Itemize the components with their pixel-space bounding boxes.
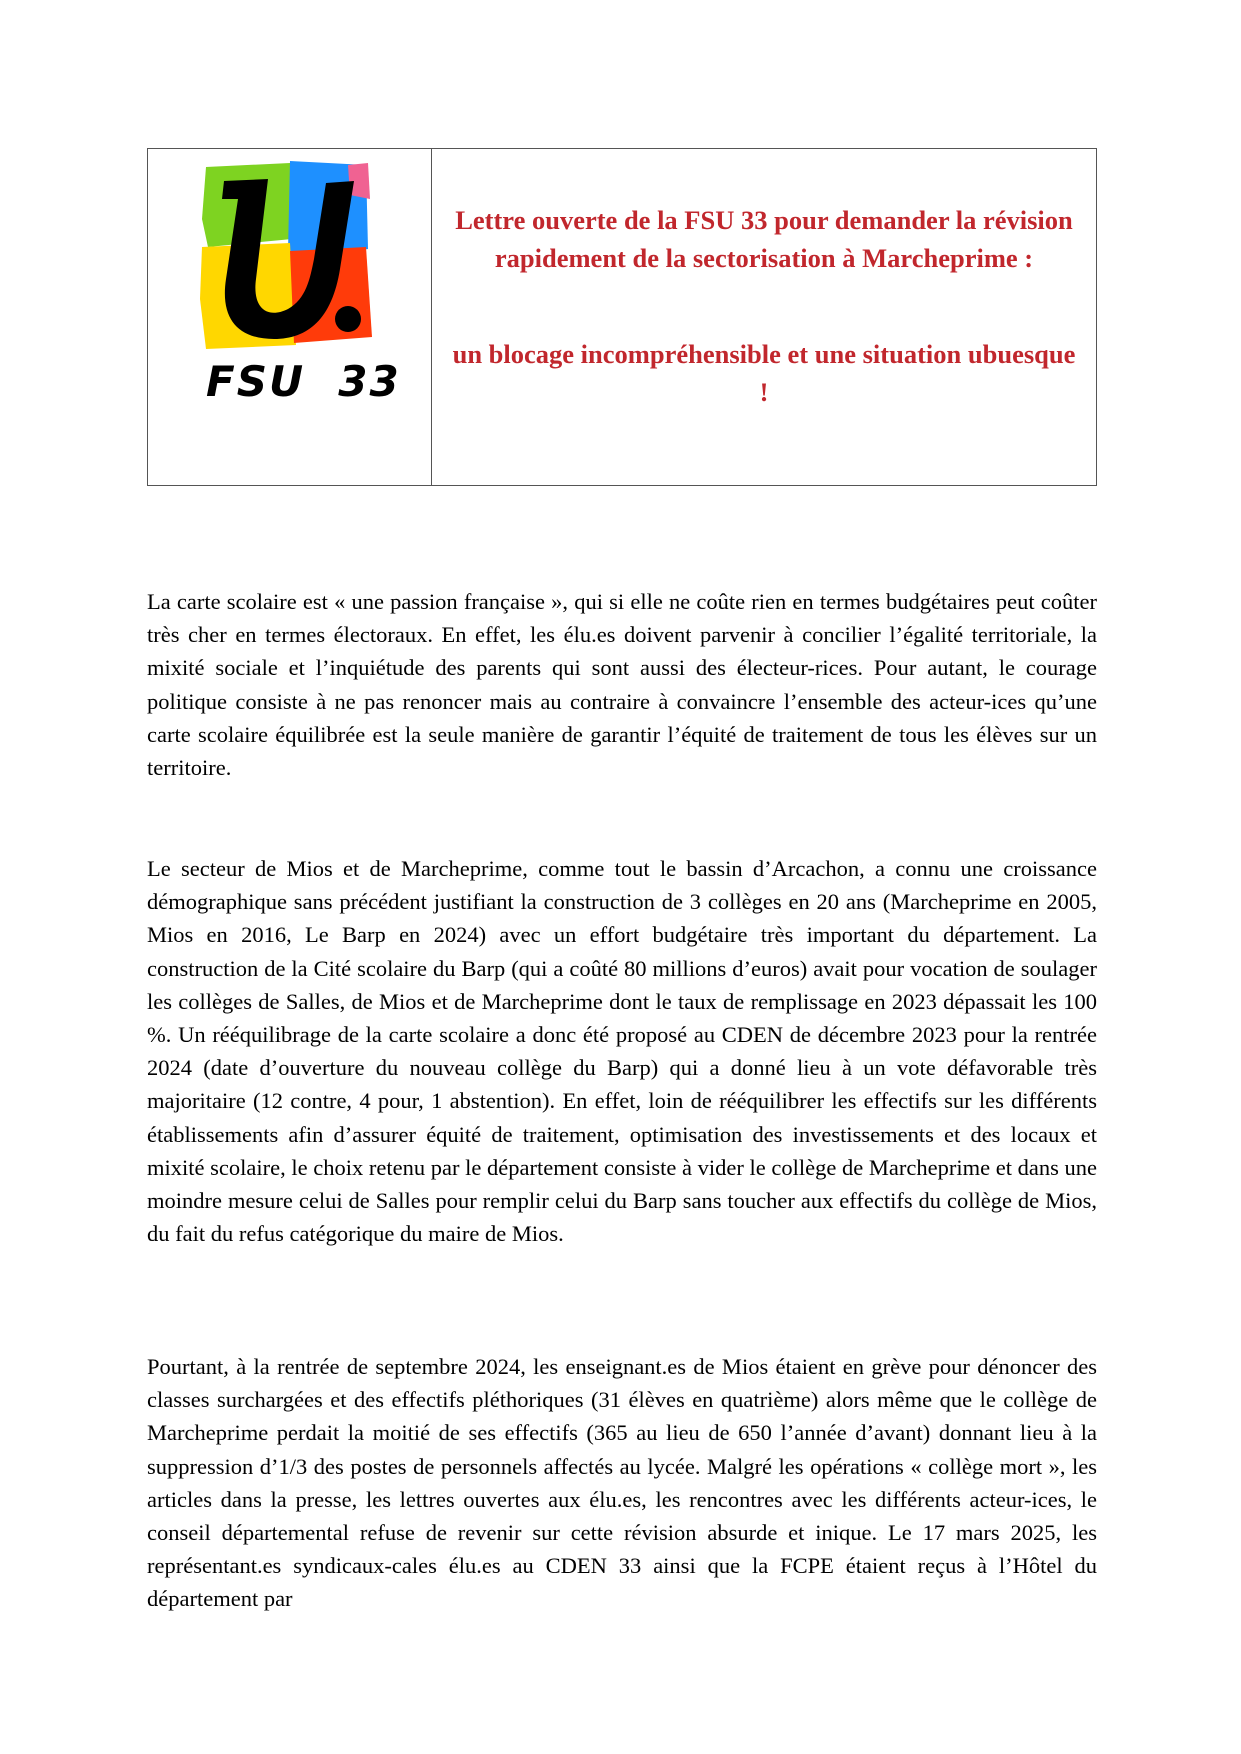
logo-dot — [335, 306, 361, 332]
logo-cell — [148, 149, 432, 485]
title-cell — [432, 149, 1096, 485]
body-paragraph-2: Le secteur de Mios et de Marcheprime, comme tout le bassin d’Arcachon, a connu une croissance démographique sans précédent justifiant la construction de 3 collèges en 20 ans (Marcheprime en 2005, Mios en 2016, Le Barp en 2024) avec un effort budgétaire très important du département. La construction de la Cité scolaire du Barp (qui a coûté 80 millions d’euros) avait pour vocation de soulager les collèges de Salles, de Mios et de Marcheprime dont le taux de remplissage en 2023 dépassait les 100 %. Un rééquilibrage de la carte scolaire a donc été proposé au CDEN de décembre 2023 pour la rentrée 2024 (date d’ouverture du nouveau collège du Barp) qui a donné lieu à un vote défavorable très majoritaire (12 contre, 4 pour, 1 abstention). En effet, loin de rééquilibrer les effectifs sur les différents établissements afin d’assurer équité de traitement, optimisation des investissements et des locaux et mixité scolaire, le choix retenu par le département consiste à vider le collège de Marcheprime et dans une moindre mesure celui de Salles pour remplir celui du Barp sans toucher aux effectifs du collège de Mios, du fait du refus catégorique du maire de Mios. — [147, 856, 1097, 1247]
body-paragraph-1: La carte scolaire est « une passion française », qui si elle ne coûte rien en termes budgétaires peut coûter très cher en termes électoraux. En effet, les élu.es doivent parvenir à concilier l’égalité territoriale, la mixité sociale et l’inquiétude des parents qui sont aussi des électeur-rices. Pour autant, le courage politique consiste à ne pas renoncer mais au contraire à convaincre l’ensemble des acteur-ices qu’une carte scolaire équilibrée est la seule manière de garantir l’équité de traitement de tous les élèves sur un territoire. — [147, 589, 1097, 781]
header-table — [147, 148, 1097, 486]
logo-text: FSU 33 — [206, 357, 401, 406]
letter-subtitle: un blocage incompréhensible et une situation ubuesque ! — [452, 339, 1076, 407]
body-paragraph-3: Pourtant, à la rentrée de septembre 2024, les enseignant.es de Mios étaient en grève pour dénoncer des classes surchargées et des effectifs pléthoriques (31 élèves en quatrième) alors même que le collège de Marcheprime perdait la moitié de ses effectifs (365 au lieu de 650 l’année d’avant) donnant lieu à la suppression d’1/3 des postes de personnels affectés au lycée. Malgré les opérations « collège mort », les articles dans la presse, les lettres ouvertes aux élu.es, les rencontres avec les différents acteur-ices, le conseil départemental refuse de revenir sur cette révision absurde et inique. Le 17 mars 2025, les représentant.es syndicaux-cales élu.es au CDEN 33 ainsi que la FCPE étaient reçus à l’Hôtel du département par — [147, 1354, 1097, 1612]
fsu-logo — [198, 159, 388, 359]
letter-title: Lettre ouverte de la FSU 33 pour demander la révision rapidement de la sectorisation à Marcheprime : — [455, 205, 1073, 273]
